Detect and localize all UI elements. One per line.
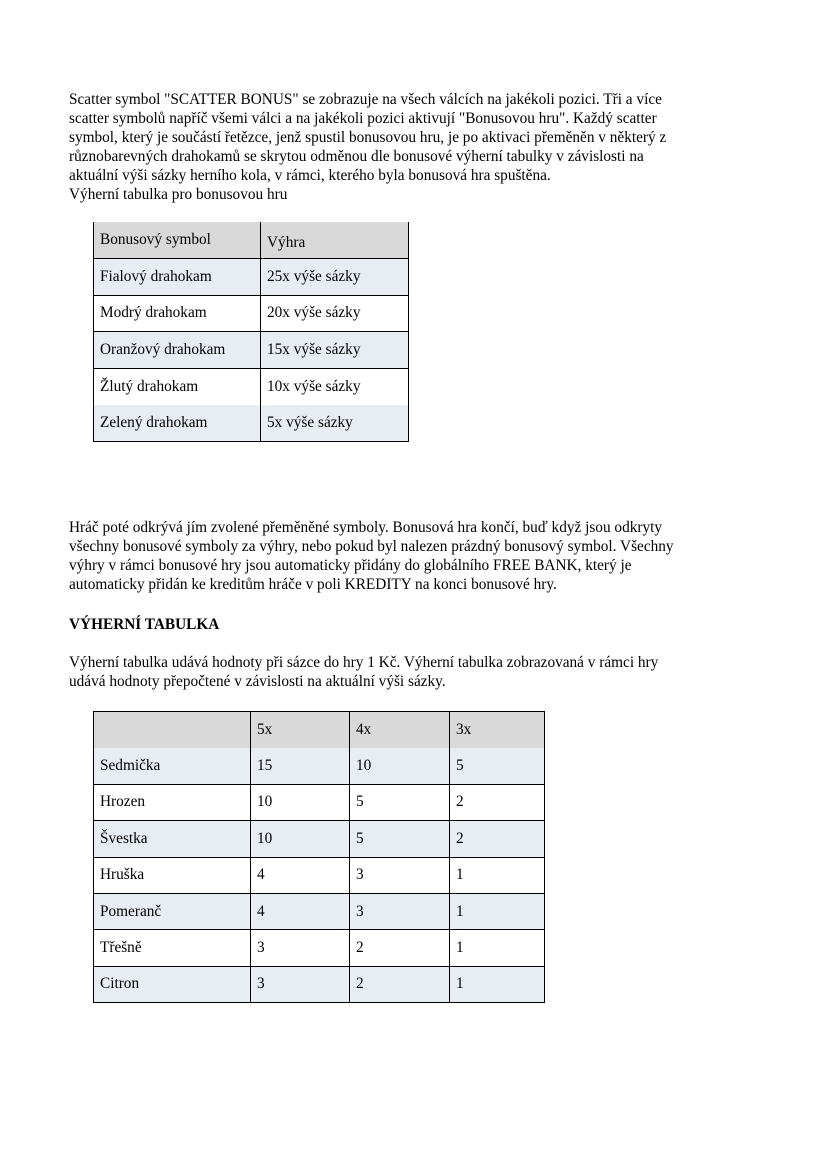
value-cell-3x: 1	[450, 930, 545, 966]
value-cell-4x: 3	[350, 857, 450, 893]
text-line: všechny bonusové symboly za výhry, nebo pokud byl nalezen prázdný bonusový symbol. Všechny	[69, 538, 674, 555]
table-row	[94, 893, 545, 929]
table-row	[94, 332, 409, 369]
symbol-cell: Třešně	[94, 930, 251, 966]
text-line: automaticky přidán ke kreditům hráče v poli KREDITY na konci bonusové hry.	[69, 576, 557, 593]
value-cell-3x: 1	[450, 966, 545, 1002]
table-row	[94, 966, 545, 1002]
symbol-cell: Oranžový drahokam	[94, 332, 261, 369]
value-cell-3x: 2	[450, 784, 545, 820]
header-cell-4x: 4x	[350, 712, 450, 748]
bonus-paytable	[93, 222, 409, 442]
value-cell-3x: 2	[450, 821, 545, 857]
header-cell-win: Výhra	[261, 222, 409, 259]
header-cell-symbol	[94, 712, 251, 748]
text-line: symbol, který je součástí řetězce, jenž spustil bonusovou hru, je po aktivaci přeměněn v některý z	[69, 129, 667, 146]
bonus-game-rules	[69, 518, 749, 594]
value-cell-5x: 4	[251, 857, 350, 893]
win-cell: 20x výše sázky	[261, 295, 409, 332]
value-cell-5x: 3	[251, 930, 350, 966]
value-cell-5x: 15	[251, 748, 350, 784]
table-header-row	[94, 222, 409, 259]
symbol-cell: Sedmička	[94, 748, 251, 784]
table-row	[94, 405, 409, 442]
value-cell-4x: 3	[350, 893, 450, 929]
header-cell-5x: 5x	[251, 712, 350, 748]
value-cell-5x: 4	[251, 893, 350, 929]
win-cell: 5x výše sázky	[261, 405, 409, 442]
text-line: scatter symbolů napříč všemi válci a na jakékoli pozici aktivují "Bonusovou hru". Každý scatter	[69, 110, 657, 127]
symbol-cell: Zelený drahokam	[94, 405, 261, 442]
paytable-heading: VÝHERNÍ TABULKA	[69, 616, 220, 633]
value-cell-5x: 10	[251, 821, 350, 857]
value-cell-4x: 10	[350, 748, 450, 784]
table-header-row	[94, 712, 545, 748]
text-line: aktuální výši sázky herního kola, v rámci, kterého byla bonusová hra spuštěna.	[69, 167, 551, 184]
value-cell-3x: 1	[450, 857, 545, 893]
table-row	[94, 295, 409, 332]
value-cell-4x: 2	[350, 930, 450, 966]
table-row	[94, 857, 545, 893]
bonus-description	[69, 90, 749, 204]
header-cell-3x: 3x	[450, 712, 545, 748]
value-cell-5x: 3	[251, 966, 350, 1002]
text-line: Hráč poté odkrývá jím zvolené přeměněné symboly. Bonusová hra končí, buď když jsou odkryty	[69, 519, 663, 536]
value-cell-4x: 5	[350, 784, 450, 820]
value-cell-3x: 1	[450, 893, 545, 929]
table-row	[94, 259, 409, 296]
symbol-cell: Modrý drahokam	[94, 295, 261, 332]
value-cell-4x: 2	[350, 966, 450, 1002]
symbol-cell: Citron	[94, 966, 251, 1002]
symbol-paytable	[93, 711, 545, 1003]
bonus-table-caption: Výherní tabulka pro bonusovou hru	[69, 186, 288, 203]
symbol-cell: Pomeranč	[94, 893, 251, 929]
win-cell: 10x výše sázky	[261, 368, 409, 405]
text-line: různobarevných drahokamů se skrytou odměnou dle bonusové výherní tabulky v závislosti na	[69, 148, 644, 165]
value-cell-3x: 5	[450, 748, 545, 784]
win-cell: 15x výše sázky	[261, 332, 409, 369]
text-line: Výherní tabulka udává hodnoty při sázce do hry 1 Kč. Výherní tabulka zobrazovaná v rámci hry	[69, 654, 659, 671]
header-cell-symbol: Bonusový symbol	[94, 222, 261, 259]
table-row	[94, 821, 545, 857]
table-row	[94, 930, 545, 966]
text-line: výhry v rámci bonusové hry jsou automaticky přidány do globálního FREE BANK, který je	[69, 557, 632, 574]
table-row	[94, 748, 545, 784]
text-line: Scatter symbol "SCATTER BONUS" se zobrazuje na všech válcích na jakékoli pozici. Tři a více	[69, 91, 662, 108]
value-cell-4x: 5	[350, 821, 450, 857]
symbol-cell: Hruška	[94, 857, 251, 893]
symbol-cell: Hrozen	[94, 784, 251, 820]
symbol-cell: Švestka	[94, 821, 251, 857]
paytable-description	[69, 653, 749, 691]
symbol-cell: Žlutý drahokam	[94, 368, 261, 405]
win-cell: 25x výše sázky	[261, 259, 409, 296]
table-row	[94, 784, 545, 820]
value-cell-5x: 10	[251, 784, 350, 820]
table-row	[94, 368, 409, 405]
text-line: udává hodnoty přepočtené v závislosti na aktuální výši sázky.	[69, 673, 446, 690]
symbol-cell: Fialový drahokam	[94, 259, 261, 296]
